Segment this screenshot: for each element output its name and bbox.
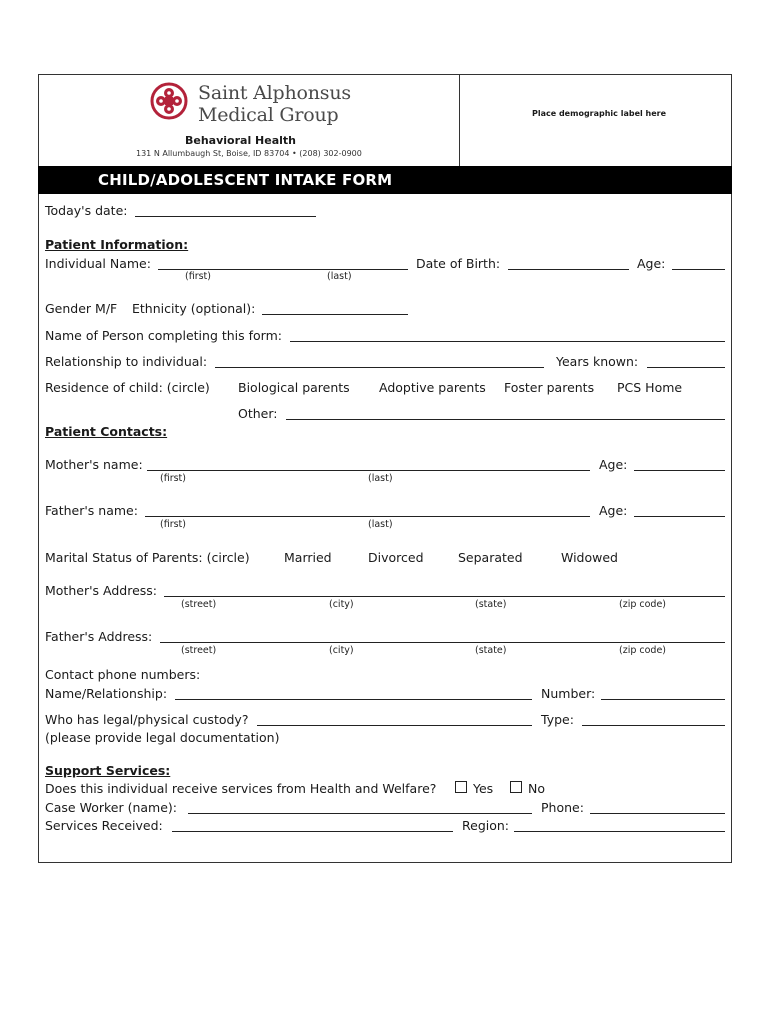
case-worker-field[interactable] [188,813,532,814]
case-worker-phone-label: Phone: [541,800,584,815]
custody-field[interactable] [257,725,532,726]
mother-age-label: Age: [599,457,628,472]
residence-option-adoptive[interactable]: Adoptive parents [379,380,486,395]
contact-phone-heading: Contact phone numbers: [45,667,201,682]
mother-city-hint: (city) [329,599,354,610]
no-label: No [528,781,545,796]
mother-address-label: Mother's Address: [45,583,157,598]
mother-age-field[interactable] [634,470,725,471]
todays-date-field[interactable] [135,216,316,217]
org-address: 131 N Allumbaugh St, Boise, ID 83704 • (208) 302-0900 [136,149,362,158]
marital-option-married[interactable]: Married [284,550,332,565]
mother-zip-hint: (zip code) [619,599,666,610]
ethnicity-label: Ethnicity (optional): [132,301,256,316]
father-zip-hint: (zip code) [619,645,666,656]
todays-date-label: Today's date: [45,203,128,218]
mother-state-hint: (state) [475,599,507,610]
name-relationship-field[interactable] [175,699,532,700]
residence-other-label: Other: [238,406,278,421]
mother-street-hint: (street) [181,599,217,610]
father-first-hint: (first) [160,519,186,530]
residence-other-field[interactable] [286,419,725,420]
contact-number-field[interactable] [601,699,725,700]
region-field[interactable] [514,831,725,832]
services-received-field[interactable] [172,831,453,832]
department-name: Behavioral Health [185,134,296,147]
father-age-label: Age: [599,503,628,518]
marital-option-divorced[interactable]: Divorced [368,550,424,565]
custody-type-field[interactable] [582,725,725,726]
custody-type-label: Type: [541,712,574,727]
case-worker-phone-field[interactable] [590,813,725,814]
custody-note: (please provide legal documentation) [45,730,280,745]
contact-number-label: Number: [541,686,596,701]
header-divider [459,74,460,166]
years-known-label: Years known: [556,354,639,369]
father-address-field[interactable] [160,642,725,643]
residence-option-biological[interactable]: Biological parents [238,380,350,395]
health-welfare-question: Does this individual receive services from Health and Welfare? [45,781,437,796]
father-street-hint: (street) [181,645,217,656]
age-label: Age: [637,256,666,271]
completing-person-field[interactable] [290,341,725,342]
residence-option-foster[interactable]: Foster parents [504,380,595,395]
org-name-line1: Saint Alphonsus [198,82,351,104]
last-name-hint: (last) [327,271,352,282]
father-age-field[interactable] [634,516,725,517]
individual-name-label: Individual Name: [45,256,151,271]
gender-label: Gender M/F [45,301,118,316]
marital-option-widowed[interactable]: Widowed [561,550,618,565]
mother-first-hint: (first) [160,473,186,484]
no-checkbox[interactable] [510,781,522,793]
patient-info-heading: Patient Information: [45,237,189,252]
mother-address-field[interactable] [164,596,725,597]
demographic-label-placeholder: Place demographic label here [532,109,667,118]
yes-checkbox[interactable] [455,781,467,793]
form-title: CHILD/ADOLESCENT INTAKE FORM [98,171,393,189]
marital-status-label: Marital Status of Parents: (circle) [45,550,250,565]
individual-name-field[interactable] [158,269,408,270]
ethnicity-field[interactable] [262,314,408,315]
father-state-hint: (state) [475,645,507,656]
residence-option-pcs-home[interactable]: PCS Home [617,380,683,395]
age-field[interactable] [672,269,725,270]
case-worker-label: Case Worker (name): [45,800,177,815]
support-services-heading: Support Services: [45,763,171,778]
custody-label: Who has legal/physical custody? [45,712,249,727]
father-city-hint: (city) [329,645,354,656]
father-name-field[interactable] [145,516,590,517]
years-known-field[interactable] [647,367,725,368]
completing-person-label: Name of Person completing this form: [45,328,282,343]
org-name-line2: Medical Group [198,104,339,126]
patient-contacts-heading: Patient Contacts: [45,424,168,439]
father-address-label: Father's Address: [45,629,153,644]
father-last-hint: (last) [368,519,393,530]
father-name-label: Father's name: [45,503,138,518]
dob-field[interactable] [508,269,629,270]
region-label: Region: [462,818,510,833]
residence-label: Residence of child: (circle) [45,380,210,395]
mother-name-field[interactable] [147,470,590,471]
yes-label: Yes [473,781,494,796]
services-received-label: Services Received: [45,818,163,833]
mother-name-label: Mother's name: [45,457,143,472]
name-relationship-label: Name/Relationship: [45,686,168,701]
relationship-field[interactable] [215,367,544,368]
first-name-hint: (first) [185,271,211,282]
cross-logo-icon [150,82,188,120]
relationship-label: Relationship to individual: [45,354,208,369]
dob-label: Date of Birth: [416,256,501,271]
mother-last-hint: (last) [368,473,393,484]
marital-option-separated[interactable]: Separated [458,550,523,565]
